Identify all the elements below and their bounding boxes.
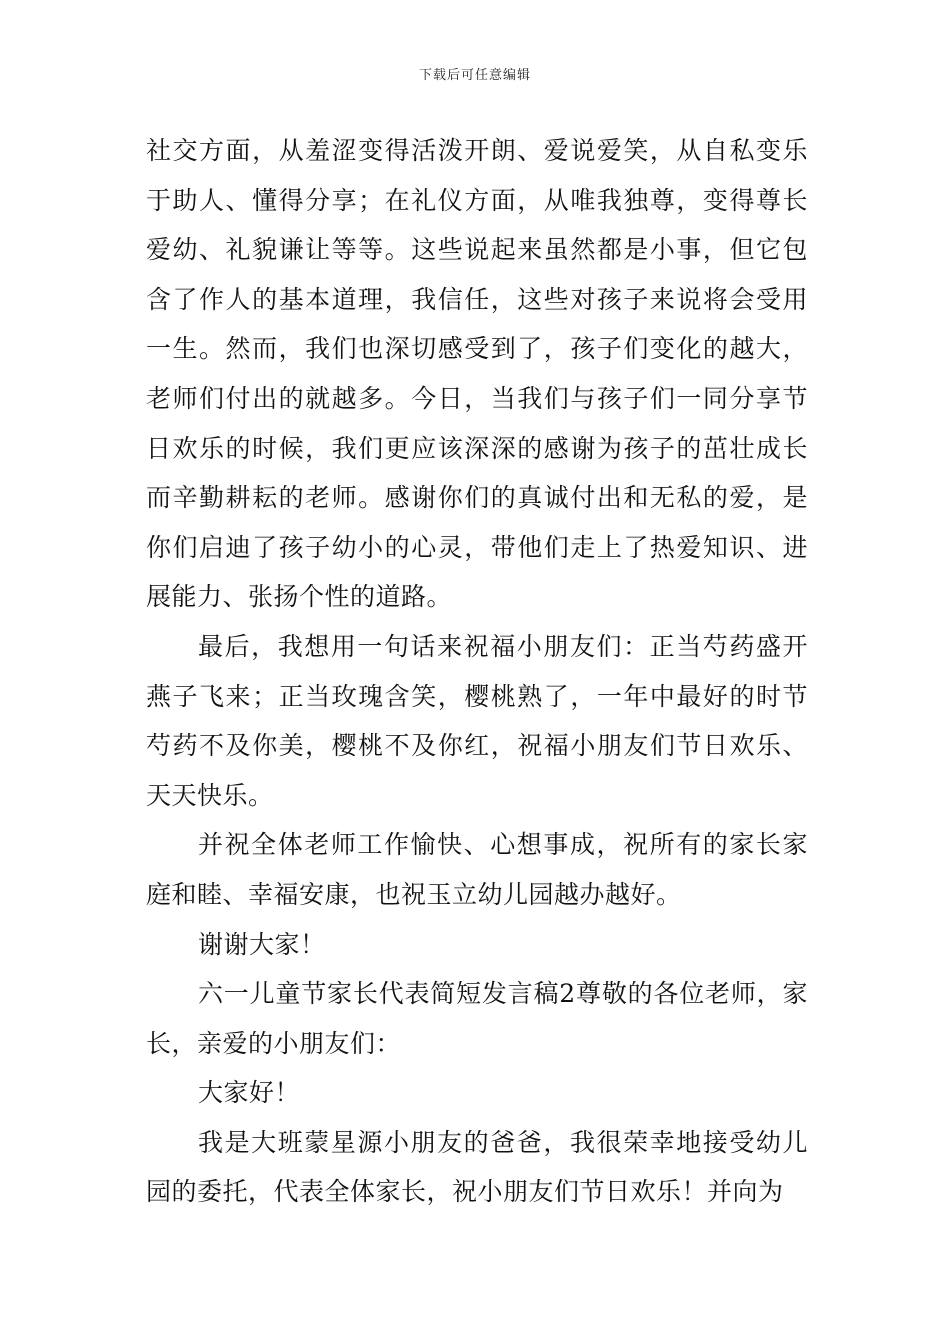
paragraph-continuation: 社交方面，从羞涩变得活泼开朗、爱说爱笑，从自私变乐于助人、懂得分享；在礼仪方面，从唯我独尊，变得尊长爱幼、礼貌谦让等等。这些说起来虽然都是小事，但它包含了作人的基本道理，我信任，这些对孩子来说将会受用一生。然而，我们也深切感受到了，孩子们变化的越大，老师们付出的就越多。今日，当我们与孩子们一同分享节日欢乐的时候，我们更应该深深的感谢为孩子的茁壮成长而辛勤耕耘的老师。感谢你们的真诚付出和无私的爱，是你们启迪了孩子幼小的心灵，带他们走上了热爱知识、进展能力、张扬个性的道路。 [146, 136, 808, 612]
page-header-note: 下载后可任意编辑 [418, 68, 531, 83]
document-body [146, 126, 808, 1217]
paragraph-blessing: 最后，我想用一句话来祝福小朋友们：正当芍药盛开燕子飞来；正当玫瑰含笑，樱桃熟了，一年中最好的时节芍药不及你美，樱桃不及你红，祝福小朋友们节日欢乐、天天快乐。 [146, 631, 808, 810]
paragraph-speech-title: 六一儿童节家长代表简短发言稿2尊敬的各位老师，家长，亲爱的小朋友们： [146, 979, 808, 1058]
paragraph-thanks: 谢谢大家！ [198, 929, 326, 959]
paragraph-introduction: 我是大班蒙星源小朋友的爸爸，我很荣幸地接受幼儿园的委托，代表全体家长，祝小朋友们节日欢乐！并向为 [146, 1127, 808, 1207]
paragraph-greeting: 大家好！ [198, 1078, 301, 1108]
paragraph-wishes: 并祝全体老师工作愉快、心想事成，祝所有的家长家庭和睦、幸福安康，也祝玉立幼儿园越办越好。 [146, 830, 808, 909]
